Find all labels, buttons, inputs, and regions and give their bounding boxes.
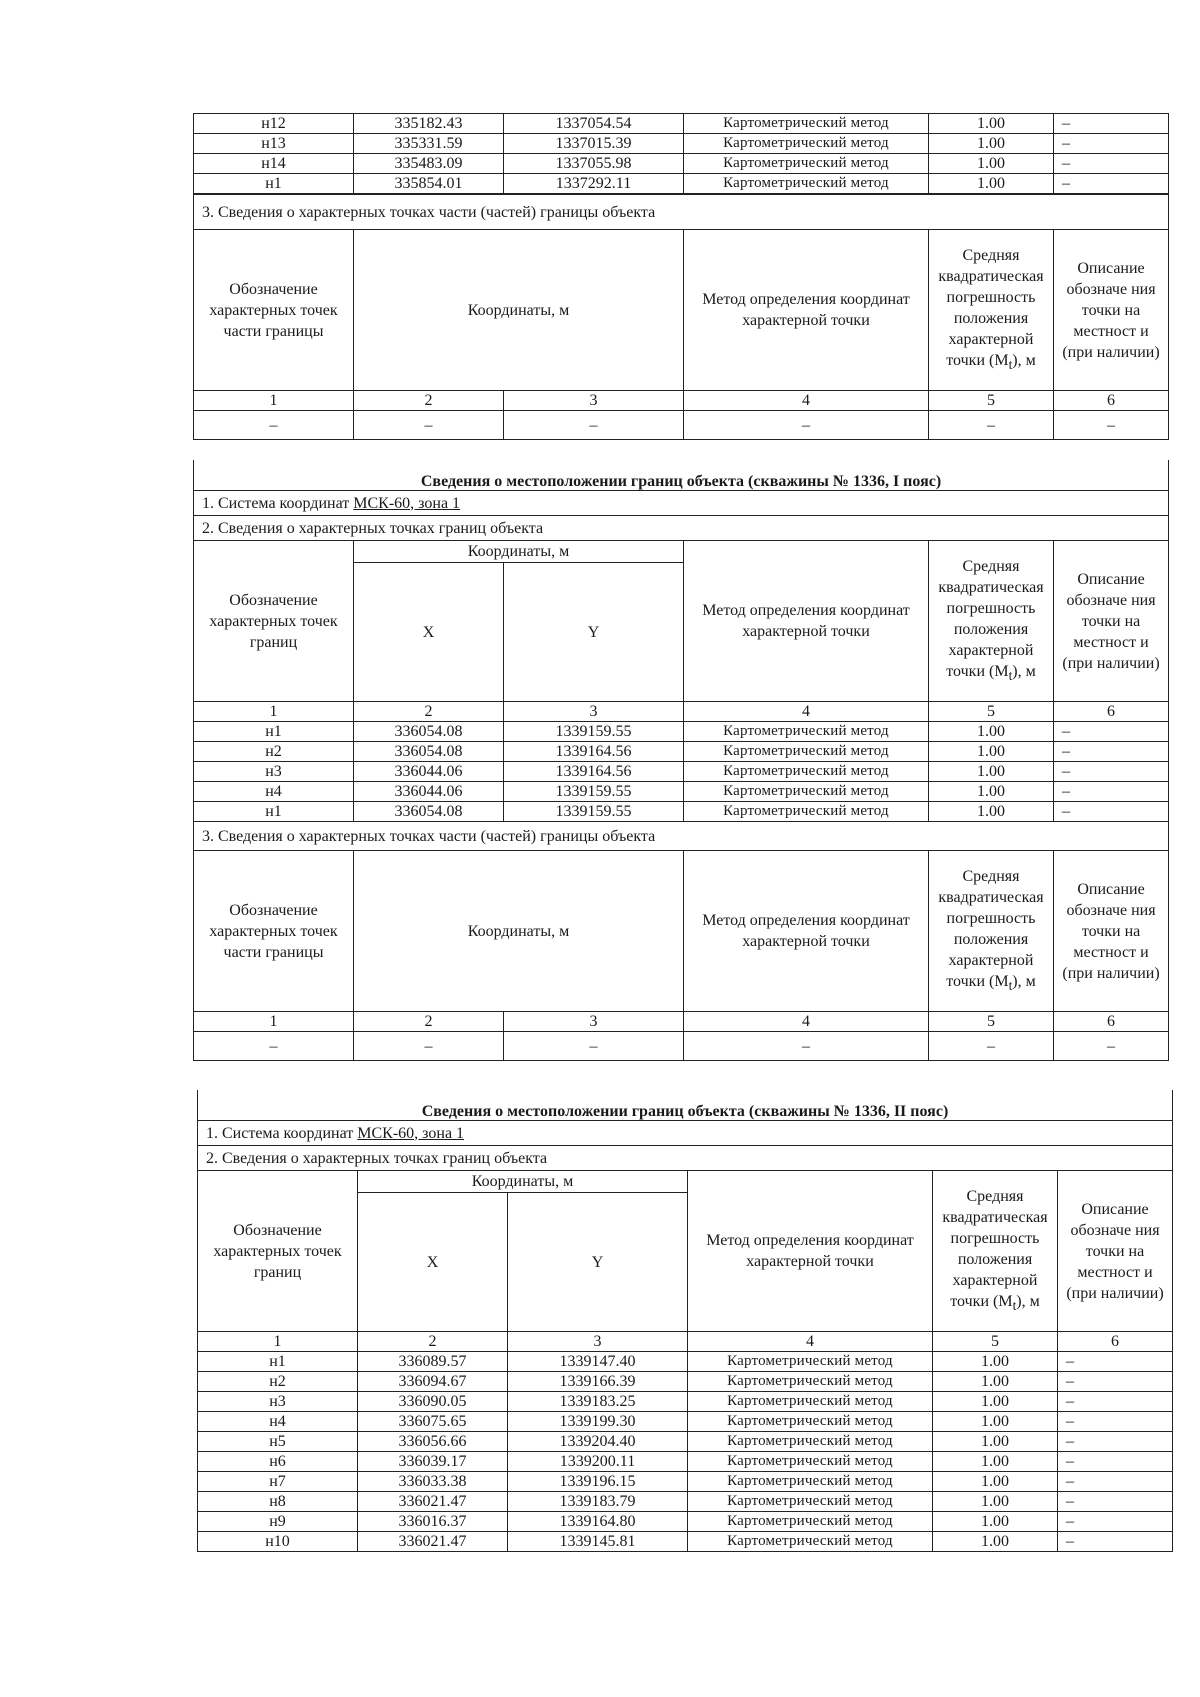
table-row: [198, 1452, 1173, 1472]
empty-cell: –: [504, 411, 684, 440]
point-cell: н1: [194, 802, 354, 822]
table-row: [198, 1412, 1173, 1432]
error-cell: 1.00: [933, 1492, 1058, 1512]
method-cell: Картометрический метод: [684, 134, 929, 154]
top-points-table: [193, 113, 1169, 194]
y-cell: 1339164.56: [504, 762, 684, 782]
col-num: 3: [504, 702, 684, 722]
desc-cell: –: [1058, 1472, 1173, 1492]
x-cell: 336044.06: [354, 782, 504, 802]
error-cell: 1.00: [933, 1472, 1058, 1492]
y-cell: 1339183.79: [508, 1492, 688, 1512]
y-cell: 1339199.30: [508, 1412, 688, 1432]
x-cell: 336075.65: [358, 1412, 508, 1432]
point-cell: н6: [198, 1452, 358, 1472]
y-header: Y: [508, 1193, 688, 1332]
desc-cell: –: [1058, 1492, 1173, 1512]
y-cell: 1339159.55: [504, 802, 684, 822]
x-cell: 336044.06: [354, 762, 504, 782]
point-cell: н1: [194, 174, 354, 194]
table-row: [194, 154, 1169, 174]
desc-cell: –: [1054, 154, 1169, 174]
method-cell: Картометрический метод: [684, 802, 929, 822]
method-cell: Картометрический метод: [688, 1412, 933, 1432]
desc-cell: –: [1058, 1412, 1173, 1432]
empty-cell: –: [929, 411, 1054, 440]
y-cell: 1339159.55: [504, 722, 684, 742]
method-header: Метод определения координат характерной точки: [684, 851, 929, 1012]
y-cell: 1339164.56: [504, 742, 684, 762]
desc-cell: –: [1054, 174, 1169, 194]
coords-header: Координаты, м: [354, 851, 684, 1012]
table-row: [198, 1352, 1173, 1372]
empty-cell: –: [194, 1032, 354, 1061]
point-cell: н9: [198, 1512, 358, 1532]
y-cell: 1337292.11: [504, 174, 684, 194]
col-num: 5: [929, 702, 1054, 722]
col-num: 5: [929, 391, 1054, 411]
method-cell: Картометрический метод: [684, 722, 929, 742]
section-1-title: Сведения о местоположении границ объекта (скважины № 1336, I пояс): [194, 460, 1169, 491]
error-cell: 1.00: [933, 1512, 1058, 1532]
table-row: [194, 114, 1169, 134]
error-header: Средняя квадратическая погрешность положения характерной точки $(M_t)$, м: [929, 851, 1054, 1012]
table-row: [198, 1532, 1173, 1552]
table-row: [194, 722, 1169, 742]
y-cell: 1339164.80: [508, 1512, 688, 1532]
error-cell: 1.00: [933, 1412, 1058, 1432]
empty-cell: –: [684, 411, 929, 440]
point-cell: н5: [198, 1432, 358, 1452]
table-row: [194, 782, 1169, 802]
method-cell: Картометрический метод: [684, 762, 929, 782]
x-cell: 335483.09: [354, 154, 504, 174]
x-cell: 336089.57: [358, 1352, 508, 1372]
method-cell: Картометрический метод: [688, 1492, 933, 1512]
desc-cell: –: [1058, 1392, 1173, 1412]
error-cell: 1.00: [929, 802, 1054, 822]
coords-header: Координаты, м: [354, 230, 684, 391]
section-2-table: [197, 1090, 1173, 1552]
col-num: 4: [688, 1332, 933, 1352]
error-header: Средняя квадратическая погрешность положения характерной точки $(M_t)$, м: [929, 230, 1054, 391]
table-row: [194, 762, 1169, 782]
col-num: 1: [194, 702, 354, 722]
x-cell: 336094.67: [358, 1372, 508, 1392]
empty-cell: –: [929, 1032, 1054, 1061]
error-cell: 1.00: [929, 174, 1054, 194]
method-header: Метод определения координат характерной точки: [684, 541, 929, 702]
error-cell: 1.00: [933, 1352, 1058, 1372]
table-row: [198, 1372, 1173, 1392]
y-cell: 1337055.98: [504, 154, 684, 174]
method-cell: Картометрический метод: [688, 1432, 933, 1452]
error-header: Средняя квадратическая погрешность положения характерной точки $(M_t)$, м: [929, 541, 1054, 702]
y-cell: 1339166.39: [508, 1372, 688, 1392]
desc-header: Описание обозначе ния точки на местност и (при наличии): [1054, 851, 1169, 1012]
y-cell: 1339183.25: [508, 1392, 688, 1412]
col-num: 5: [929, 1012, 1054, 1032]
desc-cell: –: [1054, 722, 1169, 742]
error-cell: 1.00: [929, 114, 1054, 134]
col-num: 2: [354, 391, 504, 411]
y-cell: 1339147.40: [508, 1352, 688, 1372]
col-num: 2: [354, 1012, 504, 1032]
point-cell: н12: [194, 114, 354, 134]
point-cell: н10: [198, 1532, 358, 1552]
x-cell: 336056.66: [358, 1432, 508, 1452]
point-cell: н8: [198, 1492, 358, 1512]
point-cell: н4: [198, 1412, 358, 1432]
point-cell: н1: [194, 722, 354, 742]
system-prefix: 1. Система координат: [206, 1124, 358, 1142]
point-cell: н1: [198, 1352, 358, 1372]
col-num: 1: [194, 1012, 354, 1032]
x-cell: 336054.08: [354, 742, 504, 762]
table-row: [194, 802, 1169, 822]
desc-header: Описание обозначе ния точки на местност и (при наличии): [1054, 541, 1169, 702]
y-cell: 1339196.15: [508, 1472, 688, 1492]
method-cell: Картометрический метод: [684, 174, 929, 194]
error-cell: 1.00: [933, 1452, 1058, 1472]
x-cell: 336039.17: [358, 1452, 508, 1472]
desc-cell: –: [1054, 762, 1169, 782]
method-cell: Картометрический метод: [684, 154, 929, 174]
error-cell: 1.00: [933, 1432, 1058, 1452]
table-row: [194, 174, 1169, 194]
col-num: 6: [1054, 702, 1169, 722]
top-block: [193, 113, 1168, 440]
x-cell: 336021.47: [358, 1532, 508, 1552]
part-title: 3. Сведения о характерных точках части (частей) границы объекта: [194, 195, 1169, 230]
method-cell: Картометрический метод: [688, 1372, 933, 1392]
error-cell: 1.00: [929, 742, 1054, 762]
error-header: Средняя квадратическая погрешность положения характерной точки $(M_t)$, м: [933, 1171, 1058, 1332]
method-cell: Картометрический метод: [688, 1392, 933, 1412]
error-cell: 1.00: [933, 1372, 1058, 1392]
table-row: [198, 1432, 1173, 1452]
method-cell: Картометрический метод: [688, 1352, 933, 1372]
col-num: 3: [508, 1332, 688, 1352]
col-num: 4: [684, 1012, 929, 1032]
x-cell: 336033.38: [358, 1472, 508, 1492]
desc-header: Описание обозначе ния точки на местност и (при наличии): [1054, 230, 1169, 391]
error-cell: 1.00: [929, 722, 1054, 742]
col-num: 3: [504, 391, 684, 411]
section-1: [193, 460, 1168, 1061]
part-point-header: Обозначение характерных точек части границы: [194, 851, 354, 1012]
part-point-header: Обозначение характерных точек части границы: [194, 230, 354, 391]
empty-cell: –: [504, 1032, 684, 1061]
error-cell: 1.00: [929, 154, 1054, 174]
method-cell: Картометрический метод: [684, 782, 929, 802]
col-num: 1: [194, 391, 354, 411]
top-part-table: [193, 194, 1169, 440]
x-cell: 335331.59: [354, 134, 504, 154]
error-cell: 1.00: [929, 762, 1054, 782]
desc-cell: –: [1058, 1352, 1173, 1372]
point-cell: н2: [194, 742, 354, 762]
section-2-points-title: 2. Сведения о характерных точках границ объекта: [198, 1146, 1173, 1171]
point-cell: н3: [194, 762, 354, 782]
point-cell: н7: [198, 1472, 358, 1492]
section-2-system: [198, 1121, 1173, 1146]
method-cell: Картометрический метод: [688, 1512, 933, 1532]
method-cell: Картометрический метод: [688, 1532, 933, 1552]
x-cell: 336054.08: [354, 802, 504, 822]
x-cell: 335182.43: [354, 114, 504, 134]
desc-cell: –: [1054, 802, 1169, 822]
desc-cell: –: [1054, 782, 1169, 802]
error-cell: 1.00: [929, 134, 1054, 154]
x-cell: 336021.47: [358, 1492, 508, 1512]
desc-cell: –: [1054, 742, 1169, 762]
empty-cell: –: [354, 1032, 504, 1061]
x-cell: 336090.05: [358, 1392, 508, 1412]
method-cell: Картометрический метод: [688, 1452, 933, 1472]
desc-cell: –: [1058, 1372, 1173, 1392]
y-header: Y: [504, 563, 684, 702]
section-1-part-title: 3. Сведения о характерных точках части (частей) границы объекта: [194, 822, 1169, 851]
col-num: 4: [684, 702, 929, 722]
coords-header: Координаты, м: [358, 1171, 688, 1193]
x-cell: 335854.01: [354, 174, 504, 194]
section-1-points-title: 2. Сведения о характерных точках границ объекта: [194, 516, 1169, 541]
system-value: МСК-60, зона 1: [357, 1124, 465, 1142]
table-row: [198, 1472, 1173, 1492]
section-2: [197, 1090, 1172, 1552]
desc-cell: –: [1054, 114, 1169, 134]
col-num: 1: [198, 1332, 358, 1352]
x-header: X: [358, 1193, 508, 1332]
error-cell: 1.00: [933, 1532, 1058, 1552]
col-num: 2: [358, 1332, 508, 1352]
empty-cell: –: [1054, 1032, 1169, 1061]
error-cell: 1.00: [929, 782, 1054, 802]
empty-cell: –: [1054, 411, 1169, 440]
empty-cell: –: [194, 411, 354, 440]
desc-cell: –: [1058, 1512, 1173, 1532]
point-header: Обозначение характерных точек границ: [194, 541, 354, 702]
col-num: 2: [354, 702, 504, 722]
col-num: 6: [1054, 391, 1169, 411]
table-row: [194, 742, 1169, 762]
point-cell: н14: [194, 154, 354, 174]
empty-cell: –: [684, 1032, 929, 1061]
section-1-table: [193, 460, 1169, 1061]
col-num: 6: [1054, 1012, 1169, 1032]
method-cell: Картометрический метод: [684, 742, 929, 762]
point-header: Обозначение характерных точек границ: [198, 1171, 358, 1332]
method-cell: Картометрический метод: [688, 1472, 933, 1492]
x-cell: 336016.37: [358, 1512, 508, 1532]
desc-cell: –: [1058, 1452, 1173, 1472]
point-cell: н3: [198, 1392, 358, 1412]
point-cell: н2: [198, 1372, 358, 1392]
x-cell: 336054.08: [354, 722, 504, 742]
point-cell: н4: [194, 782, 354, 802]
y-cell: 1337015.39: [504, 134, 684, 154]
coords-header: Координаты, м: [354, 541, 684, 563]
desc-cell: –: [1058, 1532, 1173, 1552]
col-num: 3: [504, 1012, 684, 1032]
desc-header: Описание обозначе ния точки на местност и (при наличии): [1058, 1171, 1173, 1332]
col-num: 5: [933, 1332, 1058, 1352]
desc-cell: –: [1054, 134, 1169, 154]
method-cell: Картометрический метод: [684, 114, 929, 134]
col-num: 4: [684, 391, 929, 411]
method-header: Метод определения координат характерной точки: [684, 230, 929, 391]
y-cell: 1339159.55: [504, 782, 684, 802]
y-cell: 1339204.40: [508, 1432, 688, 1452]
error-cell: 1.00: [933, 1392, 1058, 1412]
y-cell: 1337054.54: [504, 114, 684, 134]
point-cell: н13: [194, 134, 354, 154]
system-prefix: 1. Система координат: [202, 494, 354, 512]
y-cell: 1339200.11: [508, 1452, 688, 1472]
section-2-title: Сведения о местоположении границ объекта (скважины № 1336, II пояс): [198, 1090, 1173, 1121]
y-cell: 1339145.81: [508, 1532, 688, 1552]
system-value: МСК-60, зона 1: [353, 494, 461, 512]
table-row: [198, 1512, 1173, 1532]
section-1-system: [194, 491, 1169, 516]
table-row: [194, 134, 1169, 154]
desc-cell: –: [1058, 1432, 1173, 1452]
table-row: [198, 1392, 1173, 1412]
x-header: X: [354, 563, 504, 702]
col-num: 6: [1058, 1332, 1173, 1352]
table-row: [198, 1492, 1173, 1512]
empty-cell: –: [354, 411, 504, 440]
method-header: Метод определения координат характерной точки: [688, 1171, 933, 1332]
